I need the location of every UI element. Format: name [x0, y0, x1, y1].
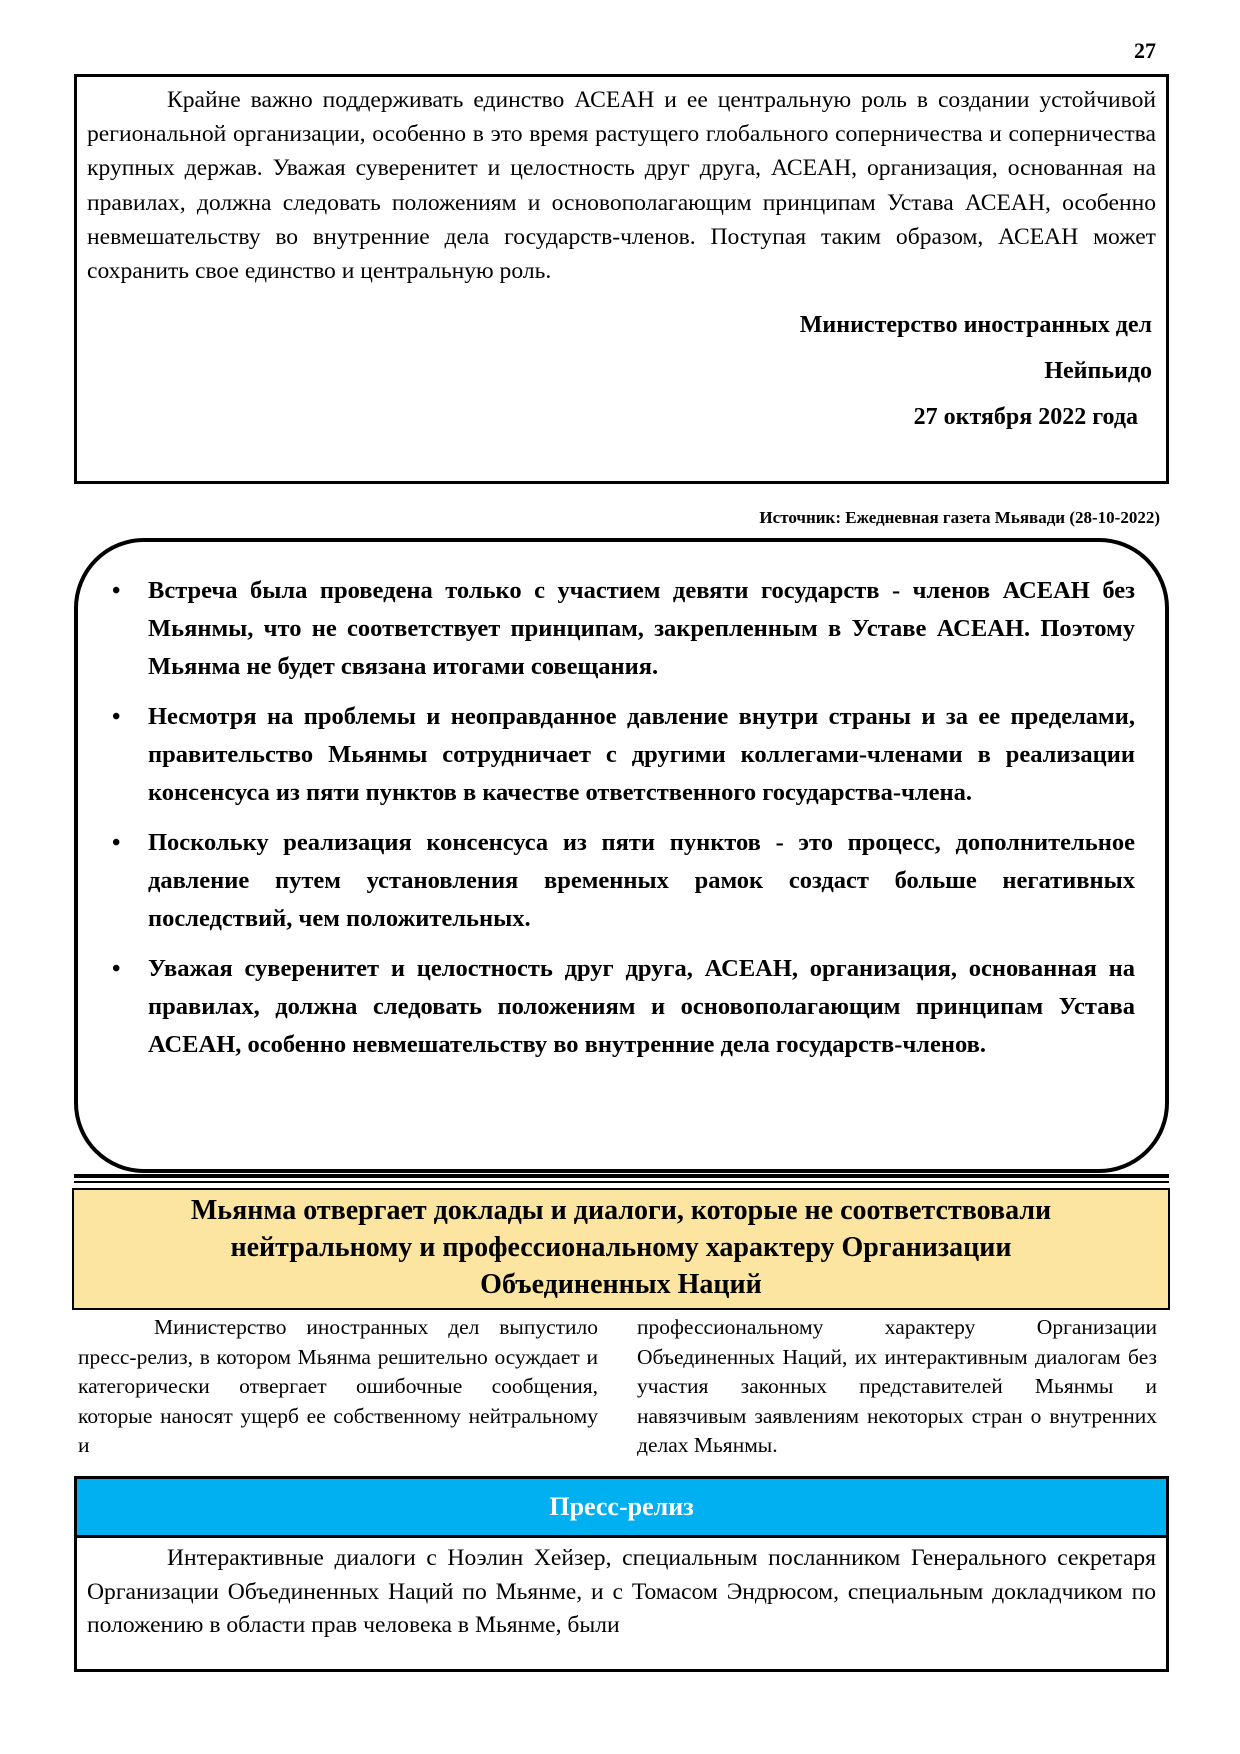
article-text-left: Министерство иностранных дел выпустило пресс-релиз, в котором Мьянма решительно осуждает и категорически отвергает ошибочные сообщения, которые наносят ущерб ее собственному нейтральному и	[78, 1315, 598, 1457]
press-release-box	[74, 1476, 1169, 1672]
headline-line: Объединенных Наций	[480, 1269, 762, 1300]
article-text-right: профессиональному характеру Организации Объединенных Наций, их интерактивным диалогам без участия законных представителей Мьянмы и навязчивым заявлениям некоторых стран о внутренних делах Мьянмы.	[637, 1315, 1157, 1457]
page-number: 27	[1134, 38, 1156, 63]
list-item: • Поскольку реализация консенсуса из пяти пунктов - это процесс, дополнительное давление путем установления временных рамок создаст больше негативных последствий, чем положительных.	[108, 824, 1135, 938]
headline-line: Мьянма отвергает доклады и диалоги, которые не соответствовали	[190, 1195, 1052, 1226]
key-points-list	[108, 572, 1135, 1064]
list-item: • Уважая суверенитет и целостность друг друга, АСЕАН, организация, основанная на правилах, должна следовать положениям и основополагающим принципам Устава АСЕАН, особенно невмешательству во внутренние дела государств-членов.	[108, 950, 1135, 1064]
article-column-left	[78, 1313, 598, 1461]
headline-line: нейтральному и профессиональному характеру Организации	[230, 1232, 1012, 1263]
press-release-body: Интерактивные диалоги с Ноэлин Хейзер, специальным посланником Генерального секретаря Организации Объединенных Наций по Мьянме, и с Томасом Эндрюсом, специальным докладчиком по положению в области прав человека в Мьянме, были	[87, 1545, 1156, 1638]
article-headline	[72, 1188, 1170, 1310]
source-note: Источник: Ежедневная газета Мьявади (28-10-2022)	[759, 508, 1160, 527]
press-release-header: Пресс-релиз	[77, 1479, 1166, 1538]
list-item: • Встреча была проведена только с участием девяти государств - членов АСЕАН без Мьянмы, что не соответствует принципам, закрепленным в Уставе АСЕАН. Поэтому Мьянма не будет связана итогами совещания.	[108, 572, 1135, 686]
divider	[74, 1174, 1169, 1178]
statement-paragraph: Крайне важно поддерживать единство АСЕАН и ее центральную роль в создании устойчивой региональной организации, особенно в это время растущего глобального соперничества и соперничества крупных держав. Уважая суверенитет и целостность друг друга, АСЕАН, организация, основанная на правилах, должна следовать положениям и основополагающим принципам Устава АСЕАН, особенно невмешательству во внутренние дела государств-членов. Поступая таким образом, АСЕАН может сохранить свое единство и центральную роль.	[87, 87, 1156, 285]
list-item: • Несмотря на проблемы и неоправданное давление внутри страны и за ее пределами, правительство Мьянмы сотрудничает с другими коллегами-членами в реализации консенсуса из пяти пунктов в качестве ответственного государства-члена.	[108, 698, 1135, 812]
signature-date: 27 октября 2022 года	[913, 404, 1138, 431]
divider	[74, 1181, 1169, 1183]
signature-ministry: Министерство иностранных дел	[799, 312, 1152, 339]
statement-box	[74, 74, 1169, 484]
signature-city: Нейпьидо	[1044, 358, 1152, 385]
key-points-box	[74, 538, 1169, 1173]
article-column-right	[637, 1313, 1157, 1461]
